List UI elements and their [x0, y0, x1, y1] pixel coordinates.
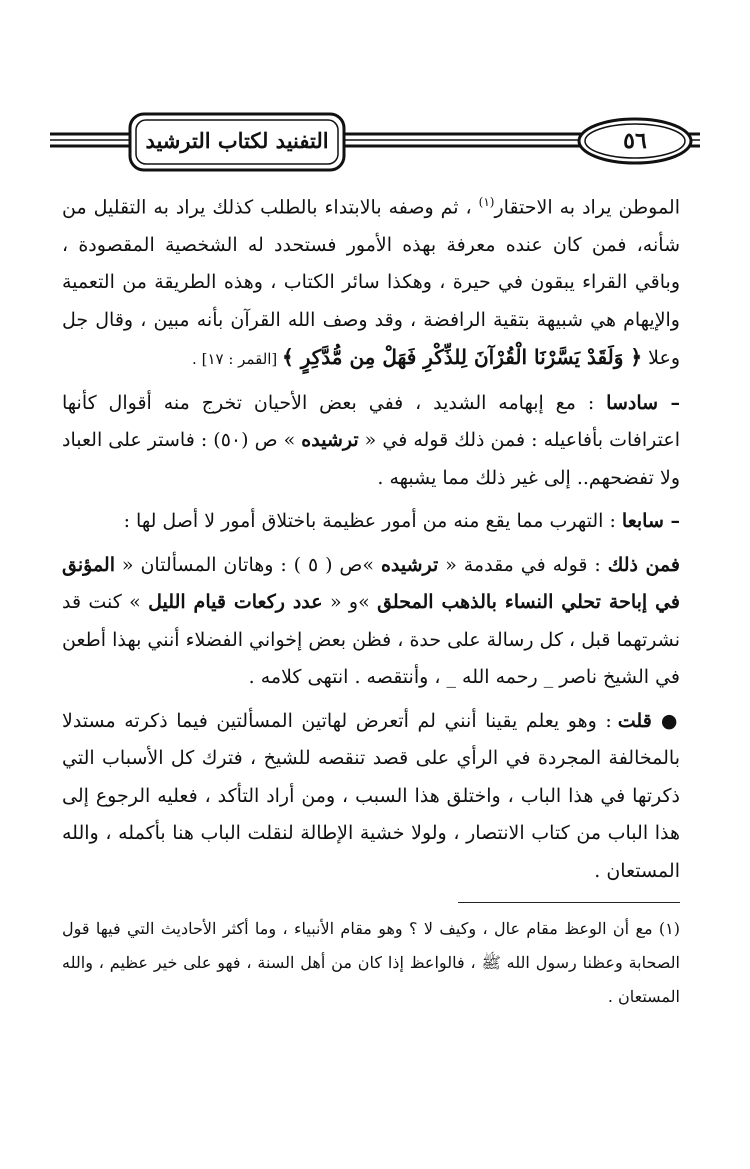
footnote — [62, 912, 680, 1014]
text: الموطن يراد به الاحتقار — [494, 196, 680, 219]
verse-reference: [القمر : ١٧] . — [192, 350, 283, 369]
book-title: المؤنق في إباحة تحلي النساء بالذهب المحلق — [62, 553, 681, 614]
text: : قوله في مقدمة « — [438, 553, 608, 576]
footnote-reference: (١) — [478, 195, 495, 209]
main-text — [62, 184, 680, 890]
text: » ص (٥٠) : فاستر على العباد ولا تفضحهم.. إلى غير ذلك مما يشبهه . — [62, 429, 680, 489]
book-title: عدد ركعات قيام الليل — [148, 591, 323, 614]
paragraph-4 — [62, 547, 680, 697]
text: : التهرب مما يقع منه من أمور عظيمة باختلاق أمور لا أصل لها : — [123, 510, 622, 533]
text: »ص ( ٥ ) : وهاتان المسألتان « — [115, 553, 381, 576]
text: » كنت قد نشرتهما قبل ، كل رسالة على حدة ، فظن بعض إخواني الفضلاء أنني بهذا أطعن في الشيخ ناصر _ رحمه الله _ ، وأنتقصه . انتهى كلامه . — [62, 591, 680, 689]
section-lead: – سابعا — [621, 510, 680, 533]
quran-verse: ﴿ وَلَقَدْ يَسَّرْنَا الْقُرْآنَ لِلذِّكْرِ فَهَلْ مِن مُّدَّكِرٍ ﴾ — [282, 345, 643, 370]
footnote-divider — [458, 902, 680, 903]
book-name: ترشيده — [380, 553, 439, 576]
section-lead: فمن ذلك — [607, 553, 680, 576]
text: ، ثم وصفه بالابتداء بالطلب كذلك يراد به التقليل من شأنه، فمن كان عنده معرفة بهذه الأمور فستحدد له الشخصية المقصودة ، وباقي القراء يبقون في حيرة ، وهكذا سائر الكتاب ، وهذه الطريقة من التعمية والإيهام هي شبيهة بتقية الرافضة ، وقد وصف الله القرآن بأنه مبين ، وقال جل وعلا — [62, 196, 680, 370]
paragraph-2 — [62, 385, 680, 498]
book-name: ترشيده — [301, 429, 359, 452]
text: »و « — [322, 591, 378, 614]
page-number: ٥٦ — [623, 128, 647, 154]
section-lead: – سادسا — [606, 391, 680, 414]
footnote-text: (١) مع أن الوعظ مقام عال ، وكيف لا ؟ وهو مقام الأنبياء ، وما أكثر الأحاديث التي فيها قول الصحابة وعظنا رسول الله ﷺ ، فالواعظ إذا كان من أهل السنة ، فهو على خير عظيم ، والله المستعان . — [62, 919, 680, 1006]
paragraph-5 — [62, 703, 680, 891]
running-title: التفنيد لكتاب الترشيد — [145, 128, 329, 153]
paragraph-3 — [62, 503, 680, 541]
text: : مع إبهامه الشديد ، ففي بعض الأحيان تخرج منه أقوال كأنها اعترافات بأفاعيله : فمن ذلك قوله في « — [62, 391, 680, 452]
section-lead: ● قلت — [617, 709, 680, 732]
text: : وهو يعلم يقينا أنني لم أتعرض لهاتين المسألتين فيما ذكرته مستدلا بالمخالفة المجردة في الرأي على قصد تنقصه للشيخ ، فترك كل الأسباب التي ذكرتها في هذا الباب ، واختلق هذا السبب ، ومن أراد التأكد ، فعليه الرجوع إلى هذا الباب من كتاب الانتصار ، ولولا خشية الإطالة لنقلت الباب هنا بأكمله ، والله المستعان . — [62, 709, 680, 882]
paragraph-1 — [62, 184, 680, 379]
